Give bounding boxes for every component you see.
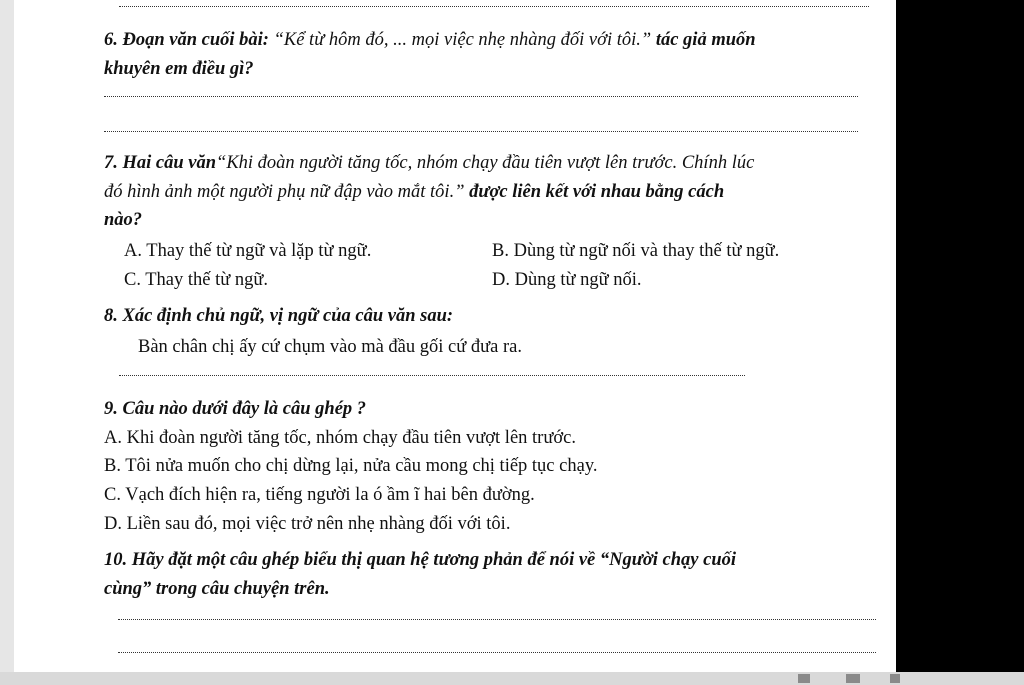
- q7-option-a: A. Thay thế từ ngữ và lặp từ ngữ.: [124, 241, 372, 261]
- q9-option-b: B. Tôi nửa muốn cho chị dừng lại, nửa cầu mong chị tiếp tục chạy.: [104, 456, 598, 476]
- q6-line-2: khuyên em điều gì?: [104, 59, 254, 79]
- q6-quote: “Kể từ hôm đó, ... mọi việc nhẹ nhàng đối với tôi.”: [273, 30, 652, 50]
- document-page: [14, 0, 896, 672]
- status-bar: [0, 672, 1024, 685]
- answer-line: [118, 619, 876, 620]
- q7-tail: được liên kết với nhau bằng cách: [464, 182, 725, 202]
- q6-lead: 6. Đoạn văn cuối bài:: [104, 30, 274, 50]
- q7-line-3: nào?: [104, 210, 143, 230]
- answer-line: [119, 375, 745, 376]
- q8-sentence: Bàn chân chị ấy cứ chụm vào mà đầu gối cứ đưa ra.: [138, 337, 523, 357]
- q7-option-c: C. Thay thế từ ngữ.: [124, 270, 269, 290]
- q7-line-2: [104, 181, 724, 203]
- q7-lead: 7. Hai câu văn: [104, 153, 217, 173]
- left-gutter: [0, 0, 14, 672]
- q7-quote-1: “Khi đoàn người tăng tốc, nhóm chạy đầu tiên vượt lên trước. Chính lúc: [216, 153, 755, 173]
- q6-tail: tác giả muốn: [651, 30, 756, 50]
- q9-option-d: D. Liền sau đó, mọi việc trở nên nhẹ nhàng đối với tôi.: [104, 514, 511, 534]
- answer-line: [104, 131, 858, 132]
- answer-line: [119, 6, 869, 7]
- web-layout-icon[interactable]: [890, 674, 900, 683]
- q10-line-1: 10. Hãy đặt một câu ghép biểu thị quan hệ tương phản để nói về “Người chạy cuối: [104, 550, 736, 570]
- answer-line: [104, 96, 858, 97]
- q7-option-b: B. Dùng từ ngữ nối và thay thế từ ngữ.: [492, 241, 780, 261]
- answer-line: [118, 652, 876, 653]
- read-mode-icon[interactable]: [798, 674, 810, 683]
- q9-option-c: C. Vạch đích hiện ra, tiếng người la ó ầm ĩ hai bên đường.: [104, 485, 535, 505]
- q6-line-1: [104, 29, 756, 51]
- q7-line-1: [104, 152, 754, 174]
- q9-title: 9. Câu nào dưới đây là câu ghép ?: [104, 399, 367, 419]
- q7-option-d: D. Dùng từ ngữ nối.: [492, 270, 642, 290]
- q10-line-2: cùng” trong câu chuyện trên.: [104, 579, 330, 599]
- q9-option-a: A. Khi đoàn người tăng tốc, nhóm chạy đầu tiên vượt lên trước.: [104, 428, 576, 448]
- q7-quote-2: đó hình ảnh một người phụ nữ đập vào mắt tôi.”: [104, 182, 465, 202]
- print-layout-icon[interactable]: [846, 674, 860, 683]
- q8-title: 8. Xác định chủ ngữ, vị ngữ của câu văn sau:: [104, 306, 454, 326]
